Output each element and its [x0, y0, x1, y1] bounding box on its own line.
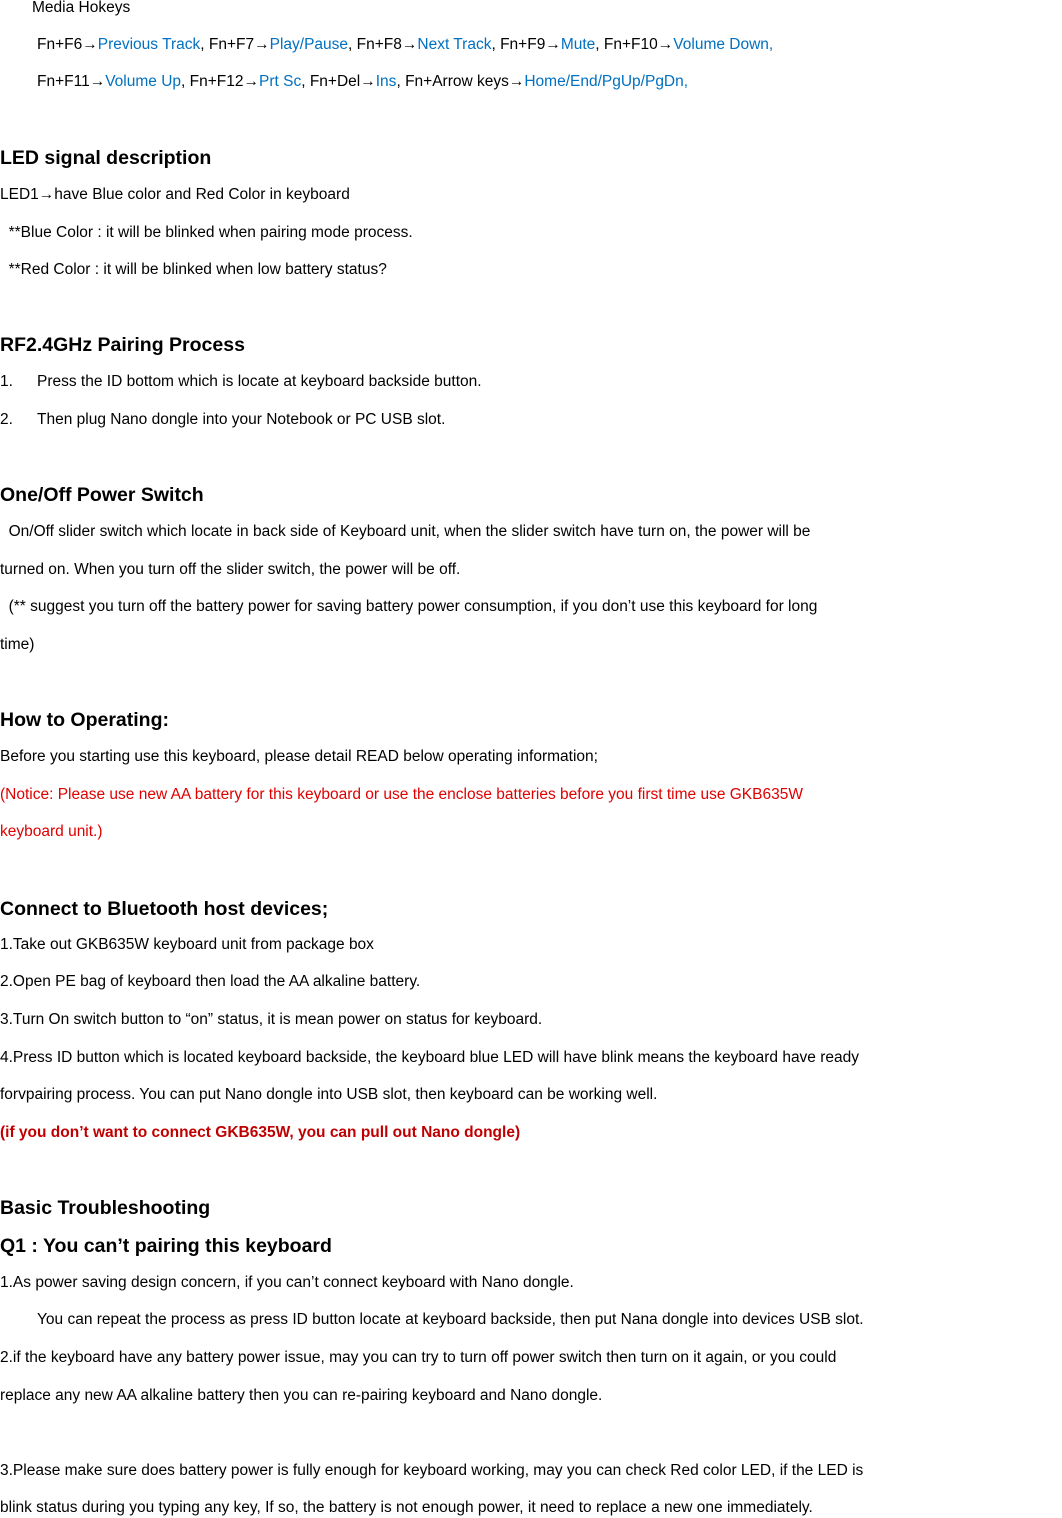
hotkey-separator: , — [595, 36, 604, 53]
led1-label: LED1 — [0, 186, 39, 203]
hotkey-action: Play/Pause — [269, 36, 349, 53]
arrow-icon: → — [545, 36, 561, 53]
troubleshooting-heading: Basic Troubleshooting — [0, 1197, 211, 1219]
troubleshooting-line-1: 1.As power saving design concern, if you can’t connect keyboard with Nano dongle. — [0, 1274, 574, 1291]
hotkey-separator: , — [348, 36, 357, 53]
bluetooth-heading: Connect to Bluetooth host devices; — [0, 898, 329, 920]
led-red-line: **Red Color : it will be blinked when low battery status? — [0, 261, 387, 278]
hotkey-action: Prt Sc — [259, 73, 302, 90]
arrow-icon: → — [360, 73, 376, 90]
led-blue-line: **Blue Color : it will be blinked when pairing mode process. — [0, 224, 413, 241]
hotkey-action: Next Track — [417, 36, 492, 53]
arrow-icon: → — [508, 73, 525, 90]
arrow-icon: → — [82, 36, 98, 53]
bluetooth-line-1: 1.Take out GKB635W keyboard unit from package box — [0, 936, 374, 953]
bluetooth-line-5: forvpairing process. You can put Nano dongle into USB slot, then keyboard can be working well. — [0, 1086, 658, 1103]
operating-notice-1: (Notice: Please use new AA battery for this keyboard or use the enclose batteries before you first time use GKB635W — [0, 786, 803, 803]
hotkey-key: Fn+F11 — [37, 73, 90, 90]
troubleshooting-line-3: 2.if the keyboard have any battery power issue, may you can try to turn off power switch then turn on it again, or you could — [0, 1349, 837, 1366]
hotkey-key: Fn+F9 — [500, 36, 546, 53]
bluetooth-line-4: 4.Press ID button which is located keyboard backside, the keyboard blue LED will have blink means the keyboard have ready — [0, 1049, 860, 1066]
hotkey-action: Home/End/PgUp/PgDn, — [524, 73, 689, 90]
rf-step-text: Press the ID bottom which is locate at keyboard backside button. — [37, 373, 482, 390]
troubleshooting-line-5: 3.Please make sure does battery power is fully enough for keyboard working, may you can check Red color LED, if the LED is — [0, 1462, 864, 1479]
led1-description: have Blue color and Red Color in keyboard — [54, 186, 350, 203]
rf-step-number: 1. — [0, 373, 13, 390]
hotkeys-row-1 — [37, 35, 773, 55]
arrow-icon: → — [89, 73, 106, 90]
hotkey-separator: , — [200, 36, 209, 53]
power-line-2: turned on. When you turn off the slider switch, the power will be off. — [0, 561, 461, 578]
hotkey-separator: , — [491, 36, 501, 53]
bluetooth-line-6: (if you don’t want to connect GKB635W, you can pull out Nano dongle) — [0, 1124, 521, 1141]
led-heading: LED signal description — [0, 147, 212, 169]
hotkey-action: Previous Track — [97, 36, 201, 53]
bluetooth-line-2: 2.Open PE bag of keyboard then load the AA alkaline battery. — [0, 973, 421, 990]
operating-heading: How to Operating: — [0, 709, 169, 731]
hotkeys-row-2 — [37, 72, 688, 92]
operating-notice-2: keyboard unit.) — [0, 823, 103, 840]
bluetooth-line-3: 3.Turn On switch button to “on” status, it is mean power on status for keyboard. — [0, 1011, 543, 1028]
hotkey-key: Fn+F7 — [208, 36, 255, 53]
hotkey-action: Ins — [375, 73, 397, 90]
hotkey-key: Fn+F12 — [189, 73, 244, 90]
hotkey-key: Fn+F6 — [37, 36, 83, 53]
rf-step-1 — [0, 372, 482, 392]
power-line-4: time) — [0, 636, 35, 653]
hotkey-action: Volume Up — [105, 73, 182, 90]
troubleshooting-line-4: replace any new AA alkaline battery then you can re-pairing keyboard and Nano dongle. — [0, 1387, 603, 1404]
hotkey-action: Mute — [560, 36, 596, 53]
power-line-3: (** suggest you turn off the battery power for saving battery power consumption, if you don’t use this keyboard for long — [0, 598, 818, 615]
led1-line — [0, 185, 350, 205]
power-line-1: On/Off slider switch which locate in back side of Keyboard unit, when the slider switch have turn on, the power will be — [0, 523, 811, 540]
arrow-icon: → — [657, 36, 674, 53]
arrow-icon: → — [401, 36, 418, 53]
rf-step-2 — [0, 410, 445, 430]
hotkeys-title: Media Hokeys — [32, 0, 131, 16]
hotkey-key: Fn+Del — [309, 73, 361, 90]
rf-heading: RF2.4GHz Pairing Process — [0, 334, 245, 356]
hotkey-separator: , — [396, 73, 406, 90]
hotkey-key: Fn+Arrow keys — [405, 73, 509, 90]
hotkey-action: Volume Down, — [673, 36, 774, 53]
troubleshooting-line-2: You can repeat the process as press ID button locate at keyboard backside, then put Nana dongle into devices USB slot. — [37, 1311, 864, 1328]
arrow-icon: → — [243, 73, 260, 90]
arrow-icon: → — [254, 36, 270, 53]
rf-step-number: 2. — [0, 411, 13, 428]
operating-line-1: Before you starting use this keyboard, please detail READ below operating information; — [0, 748, 598, 765]
rf-step-text: Then plug Nano dongle into your Notebook or PC USB slot. — [37, 411, 446, 428]
hotkey-separator: , — [181, 73, 190, 90]
hotkey-key: Fn+F8 — [356, 36, 402, 53]
troubleshooting-line-6: blink status during you typing any key, If so, the battery is not enough power, it need to replace a new one immediately. — [0, 1499, 813, 1516]
arrow-icon: → — [38, 186, 55, 203]
hotkey-separator: , — [301, 73, 310, 90]
power-heading: One/Off Power Switch — [0, 484, 204, 506]
hotkey-key: Fn+F10 — [603, 36, 658, 53]
troubleshooting-q1: Q1 : You can’t pairing this keyboard — [0, 1235, 332, 1257]
